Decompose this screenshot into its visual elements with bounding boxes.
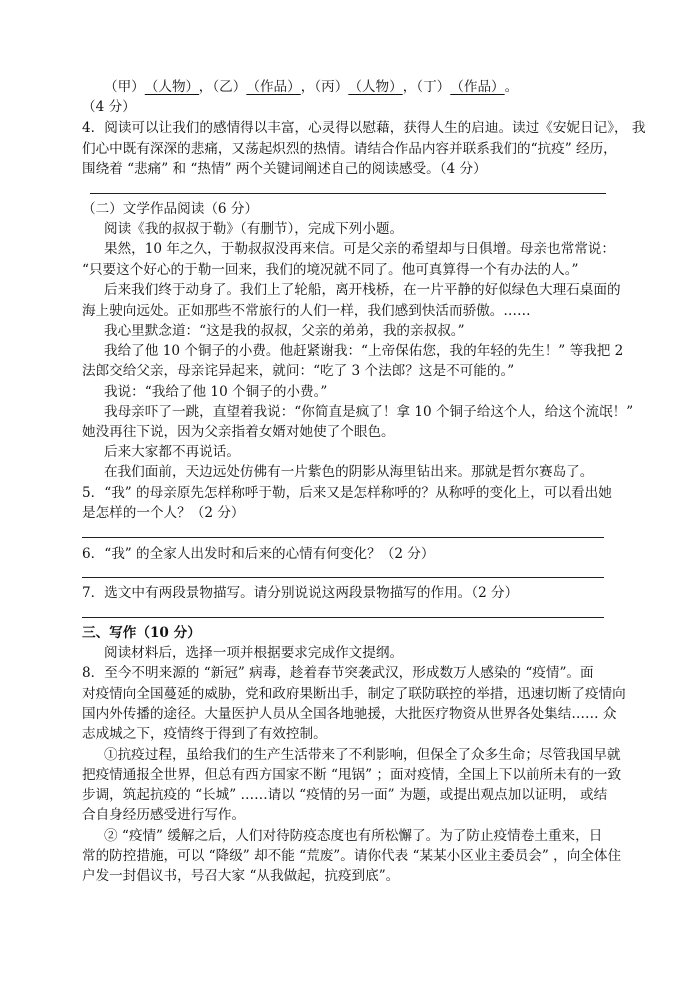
- q8-line: 志成城之下，疫情终于得到了有效控制。: [82, 726, 327, 742]
- passage-line: 海上驶向远处。正如那些不常旅行的人们一样，我们感到快活而骄傲。……: [82, 303, 531, 319]
- q4-line: 4．阅读可以让我们的感情得以丰富，心灵得以慰藉，获得人生的启迪。读过《安妮日记》， 我: [82, 120, 646, 136]
- option2-line: ② “疫情” 缓解之后，人们对待防疫态度也有所松懈了。为了防止疫情卷土重来，日: [104, 828, 603, 844]
- passage-line: 我心里默念道：“这是我的叔叔，父亲的弟弟，我的亲叔叔。”: [104, 323, 465, 339]
- passage-line: 在我们面前，天边远处仿佛有一片紫色的阴影从海里钻出来。那就是哲尔赛岛了。: [104, 464, 594, 480]
- q5-line: 是怎样的一个人？（2 分）: [82, 505, 245, 521]
- q3-score: （4 分）: [82, 99, 136, 115]
- q8-line: 8．至今不明来源的 “新冠” 病毒，趁着春节突袭武汉，形成数万人感染的 “疫情”。面: [82, 665, 594, 681]
- q3-blank-d: （作品）: [450, 79, 505, 95]
- passage-line: 后来我们终于动身了。我们上了轮船，离开栈桥，在一片平静的好似绿色大理石桌面的: [104, 282, 621, 298]
- q4-line: 围绕着 “悲痛” 和 “热情” 两个关键词阐述自己的阅读感受。（4 分）: [82, 161, 487, 177]
- passage-line: 我母亲吓了一跳，直望着我说：“你简直是疯了！拿 10 个铜子给这个人，给这个流氓！”: [104, 404, 634, 420]
- section3-heading: 三、写作（10 分）: [82, 625, 201, 641]
- q3-blank-b: （作品）: [246, 79, 301, 95]
- option1-line: 合自身经历感受进行写作。: [82, 807, 246, 823]
- section3-intro: 阅读材料后，选择一项并根据要求完成作文提纲。: [104, 645, 404, 661]
- q3-label-a: （甲）: [104, 79, 145, 95]
- option2-line: 常的防控措施，可以 “降级” 却不能 “荒废”。请你代表 “某某小区业主委员会” ，向全体住: [82, 848, 622, 864]
- answer-line: [82, 577, 604, 578]
- answer-line: [82, 537, 604, 538]
- q3-blank-a: （人物）: [144, 79, 200, 95]
- answer-line: [82, 617, 604, 618]
- q3-blank-c: （人物）: [348, 79, 403, 95]
- q8-line: 对疫情向全国蔓延的威胁，党和政府果断出手，制定了联防联控的举措，迅速切断了疫情向: [82, 686, 626, 702]
- option1-line: ①抗疫过程，虽给我们的生产生活带来了不利影响，但保全了众多生命；尽管我国早就: [104, 747, 621, 763]
- q5-line: 5．“我” 的母亲原先怎样称呼于勒，后来又是怎样称呼的？从称呼的变化上，可以看出她: [82, 485, 612, 501]
- q3-end: 。: [504, 79, 519, 95]
- passage-line: 我说：“我给了他 10 个铜子的小费。”: [104, 384, 328, 400]
- section2-heading: （二）文学作品阅读（6 分）: [82, 201, 259, 217]
- passage-line: 法郎交给父亲，母亲诧异起来，就问：“吃了 3 个法郎？这是不可能的。”: [82, 363, 515, 379]
- option1-line: 把疫情通报全世界，但总有西方国家不断 “甩锅” ；面对疫情，全国上下以前所未有的一致: [82, 767, 622, 783]
- q3-label-c: ，（丙）: [300, 79, 349, 95]
- passage-line: 我给了他 10 个铜子的小费。他赶紧谢我：“上帝保佑您，我的年轻的先生！” 等我把 2: [104, 343, 624, 359]
- q4-line: 们心中既有深深的悲痛，又荡起炽烈的热情。请结合作品内容并联系我们的“抗疫” 经历，: [82, 141, 617, 157]
- q8-line: 国内外传播的途径。大量医护人员从全国各地驰援，大批医疗物资从世界各处集结…… 众: [82, 706, 617, 722]
- passage-line: “只要这个好心的于勒一回来，我们的境况就不同了。他可真算得一个有办法的人。”: [82, 262, 579, 278]
- q3-label-d: ，（丁）: [402, 79, 451, 95]
- section2-intro: 阅读《我的叔叔于勒》（有删节），完成下列小题。: [104, 221, 404, 237]
- option2-line: 户发一封倡议书，号召大家 “从我做起，抗疫到底”。: [82, 868, 400, 884]
- option1-line: 步调，筑起抗疫的 “长城” ……请以 “疫情的另一面” 为题，或提出观点加以证明， 或结: [82, 787, 608, 803]
- q6-line: 6．“我” 的全家人出发时和后来的心情有何变化？（2 分）: [82, 546, 435, 562]
- passage-line: 果然，10 年之久，于勒叔叔没再来信。可是父亲的希望却与日俱增。母亲也常常说：: [104, 241, 615, 257]
- q3-fill-line: [104, 78, 518, 96]
- q3-label-b: ，（乙）: [198, 79, 247, 95]
- passage-line: 后来大家都不再说话。: [104, 444, 240, 460]
- passage-line: 她没再往下说，因为父亲指着女婿对她使了个眼色。: [82, 424, 395, 440]
- q7-line: 7．选文中有两段景物描写。请分别说说这两段景物描写的作用。（2 分）: [82, 585, 519, 601]
- answer-line: [90, 193, 606, 194]
